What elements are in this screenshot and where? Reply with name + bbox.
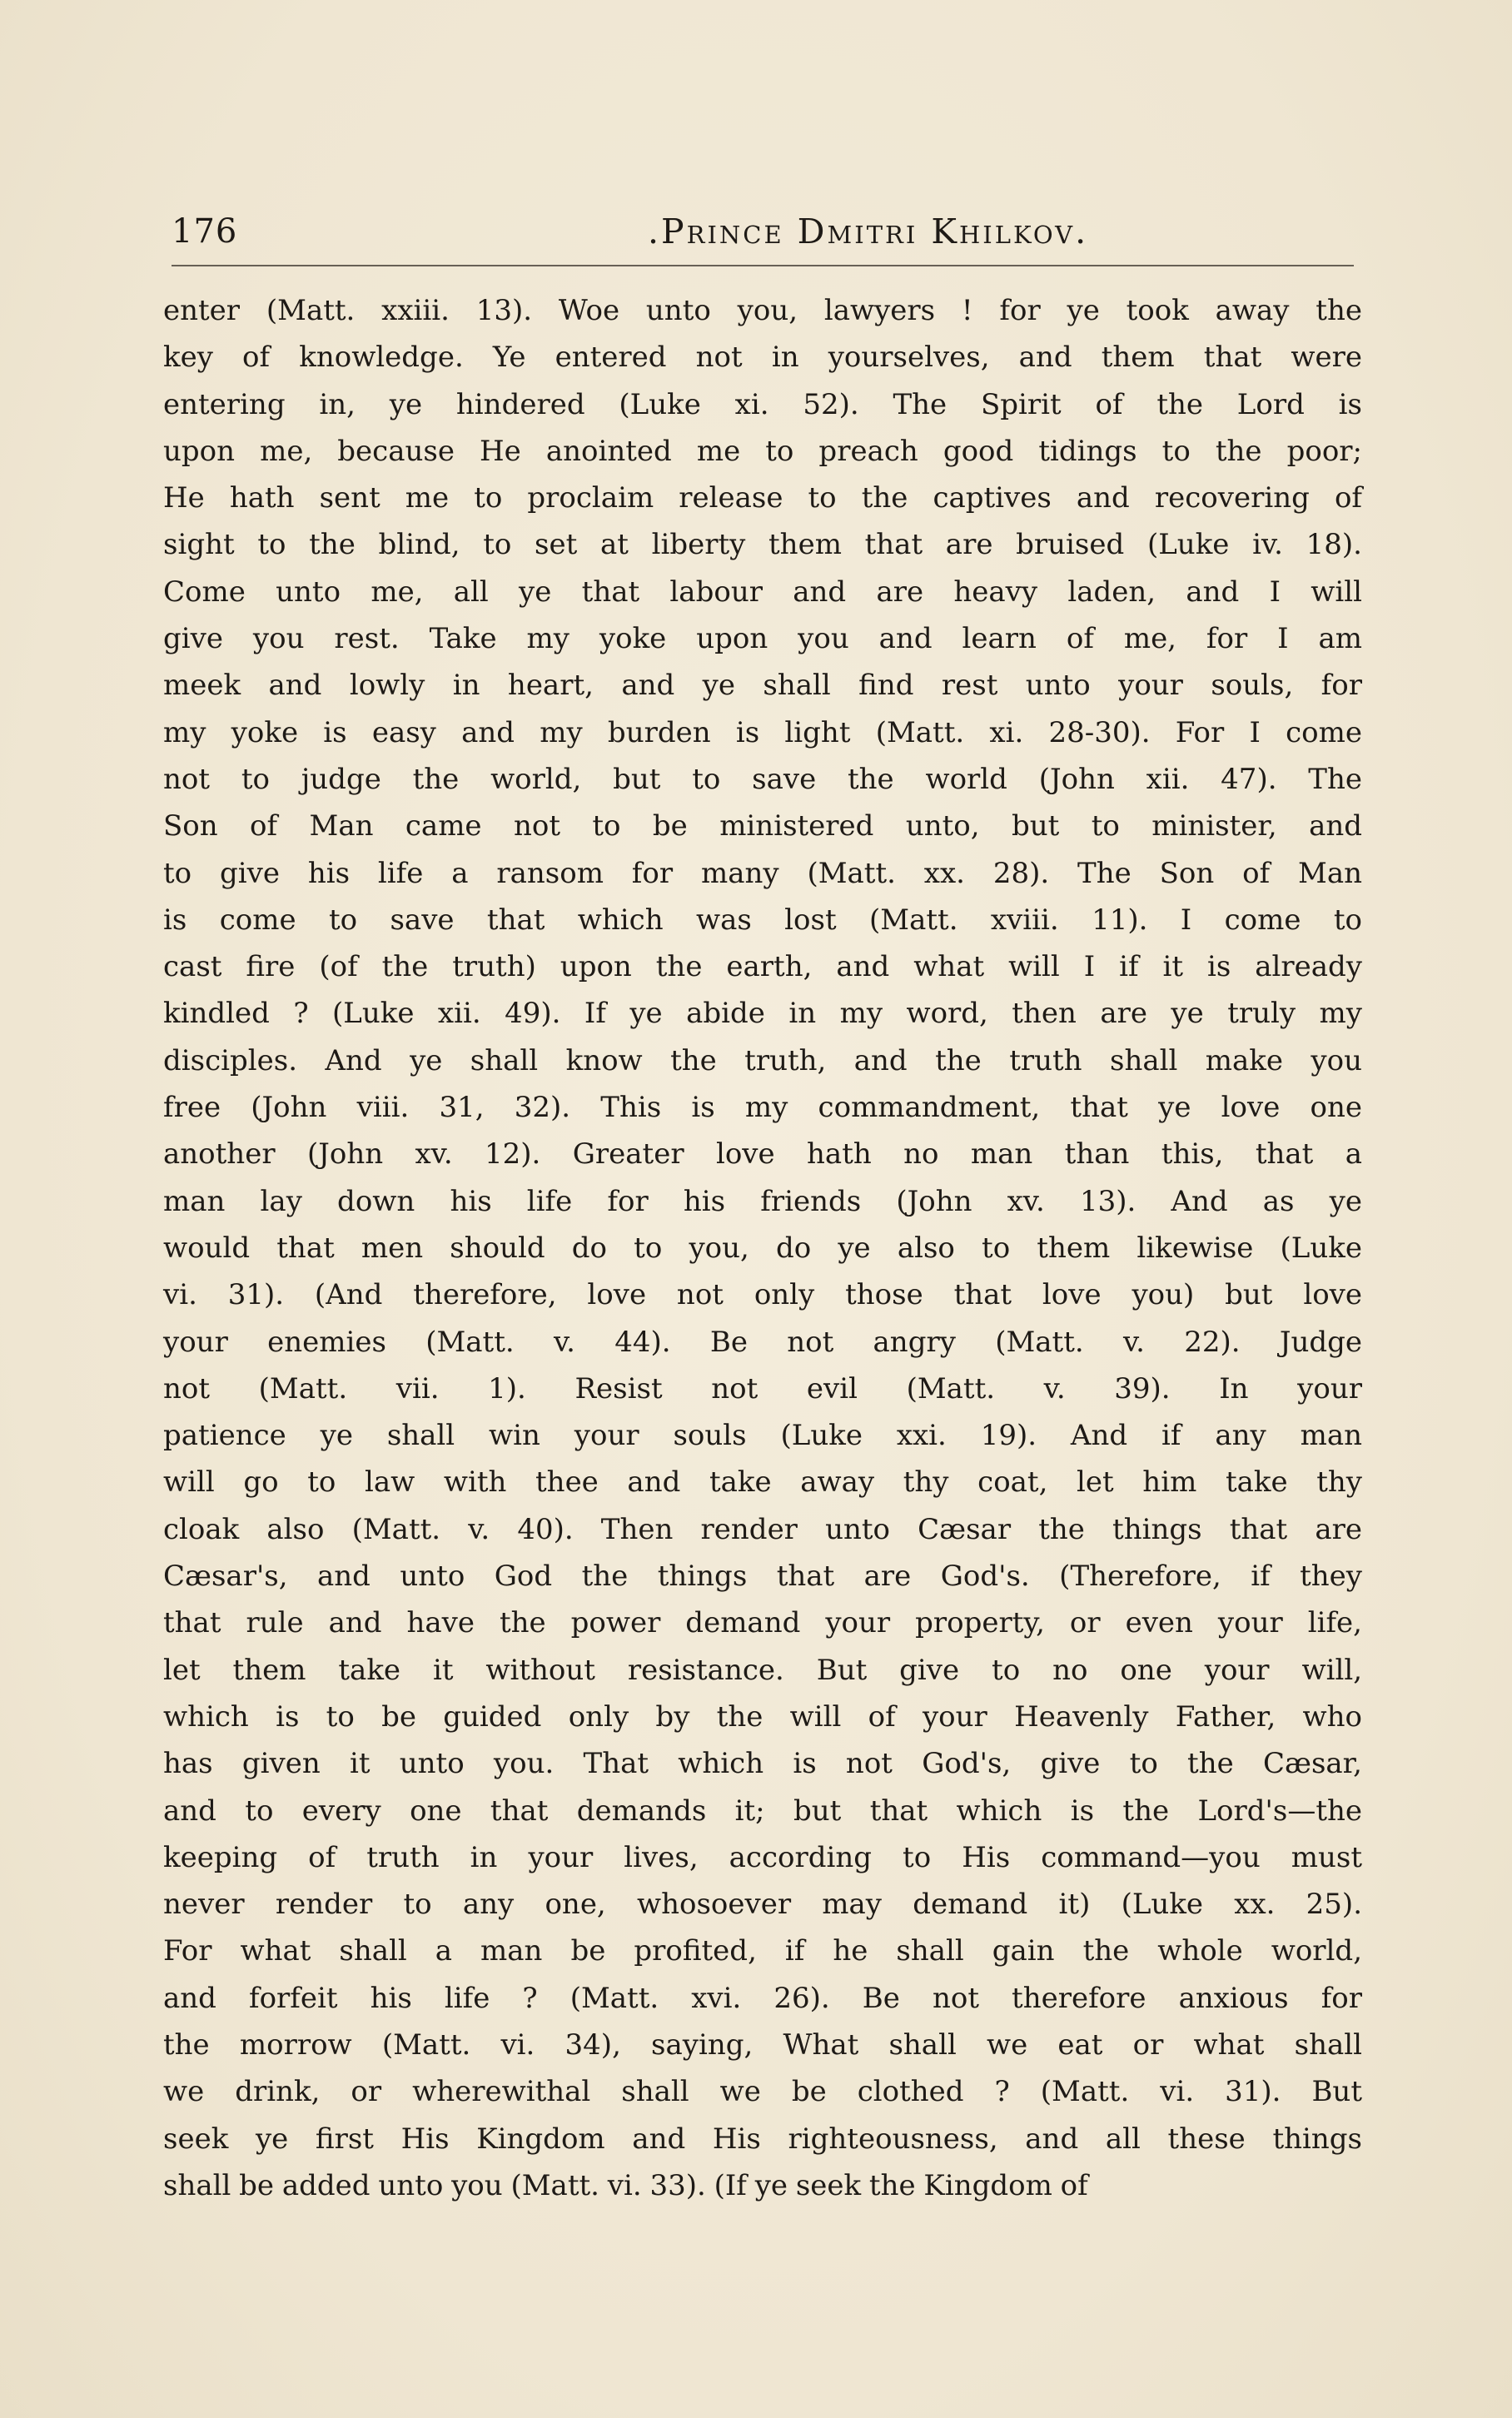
text-line: cast fire (of the truth) upon the earth, and what will I if it is already — [163, 950, 1362, 984]
text-line: never render to any one, whosoever may demand it) (Luke xx. 25). — [163, 1888, 1362, 1922]
text-line: would that men should do to you, do ye also to them likewise (Luke — [163, 1231, 1362, 1265]
text-line: that rule and have the power demand your property, or even your life, — [163, 1606, 1362, 1640]
text-line: seek ye first His Kingdom and His righteousness, and all these things — [163, 2122, 1362, 2156]
text-line: key of knowledge. Ye entered not in yourselves, and them that were — [163, 341, 1362, 375]
text-line: upon me, because He anointed me to preach good tidings to the poor; — [163, 434, 1362, 468]
text-line: will go to law with thee and take away thy coat, let him take thy — [163, 1465, 1362, 1500]
page-number: 176 — [172, 212, 238, 251]
text-line: disciples. And ye shall know the truth, and the truth shall make you — [163, 1043, 1362, 1077]
body-text — [163, 287, 1362, 2209]
text-line: Cæsar's, and unto God the things that are God's. (Therefore, if they — [163, 1560, 1362, 1594]
text-line: He hath sent me to proclaim release to the captives and recovering of — [163, 481, 1362, 515]
text-line: which is to be guided only by the will of your Heavenly Father, who — [163, 1699, 1362, 1734]
text-line: the morrow (Matt. vi. 34), saying, What shall we eat or what shall — [163, 2027, 1362, 2062]
text-line: give you rest. Take my yoke upon you and learn of me, for I am — [163, 622, 1362, 656]
text-line: man lay down his life for his friends (John xv. 13). And as ye — [163, 1184, 1362, 1218]
text-line: cloak also (Matt. v. 40). Then render unto Cæsar the things that are — [163, 1512, 1362, 1546]
page-header — [172, 206, 1354, 256]
text-line: keeping of truth in your lives, according to His command—you must — [163, 1840, 1362, 1874]
running-head: .Prince Dmitri Khilkov. — [648, 211, 1089, 251]
text-line: entering in, ye hindered (Luke xi. 52). The Spirit of the Lord is — [163, 387, 1362, 421]
text-line: my yoke is easy and my burden is light (Matt. xi. 28-30). For I come — [163, 715, 1362, 749]
text-line: enter (Matt. xxiii. 13). Woe unto you, lawyers ! for ye took away the — [163, 294, 1362, 327]
text-line: your enemies (Matt. v. 44). Be not angry (Matt. v. 22). Judge — [163, 1325, 1362, 1359]
text-line: patience ye shall win your souls (Luke xxi. 19). And if any man — [163, 1419, 1362, 1453]
text-line: another (John xv. 12). Greater love hath no man than this, that a — [163, 1137, 1362, 1172]
text-line: and to every one that demands it; but that which is the Lord's—the — [163, 1794, 1362, 1828]
text-line: we drink, or wherewithal shall we be clothed ? (Matt. vi. 31). But — [163, 2075, 1362, 2109]
text-line: not (Matt. vii. 1). Resist not evil (Matt. v. 39). In your — [163, 1371, 1362, 1406]
text-line: to give his life a ransom for many (Matt. xx. 28). The Son of Man — [163, 856, 1362, 890]
text-line: has given it unto you. That which is not God's, give to the Cæsar, — [163, 1747, 1362, 1781]
text-line: shall be added unto you (Matt. vi. 33). (If ye seek the Kingdom of — [163, 2168, 1088, 2202]
text-line: not to judge the world, but to save the world (John xii. 47). The — [163, 762, 1362, 796]
header-rule — [172, 265, 1354, 266]
text-line: Come unto me, all ye that labour and are heavy laden, and I will — [163, 575, 1362, 609]
text-line: is come to save that which was lost (Matt. xviii. 11). I come to — [163, 903, 1362, 937]
text-line: Son of Man came not to be ministered unto, but to minister, and — [163, 809, 1362, 843]
text-line: For what shall a man be profited, if he shall gain the whole world, — [163, 1934, 1362, 1968]
text-line: free (John viii. 31, 32). This is my commandment, that ye love one — [163, 1091, 1362, 1125]
text-line: and forfeit his life ? (Matt. xvi. 26). Be not therefore anxious for — [163, 1981, 1362, 2015]
text-line: let them take it without resistance. But give to no one your will, — [163, 1653, 1362, 1687]
text-line: kindled ? (Luke xii. 49). If ye abide in my word, then are ye truly my — [163, 997, 1362, 1031]
text-line: meek and lowly in heart, and ye shall find rest unto your souls, for — [163, 669, 1362, 703]
text-line: sight to the blind, to set at liberty them that are bruised (Luke iv. 18). — [163, 528, 1362, 562]
text-line: vi. 31). (And therefore, love not only those that love you) but love — [163, 1278, 1362, 1312]
